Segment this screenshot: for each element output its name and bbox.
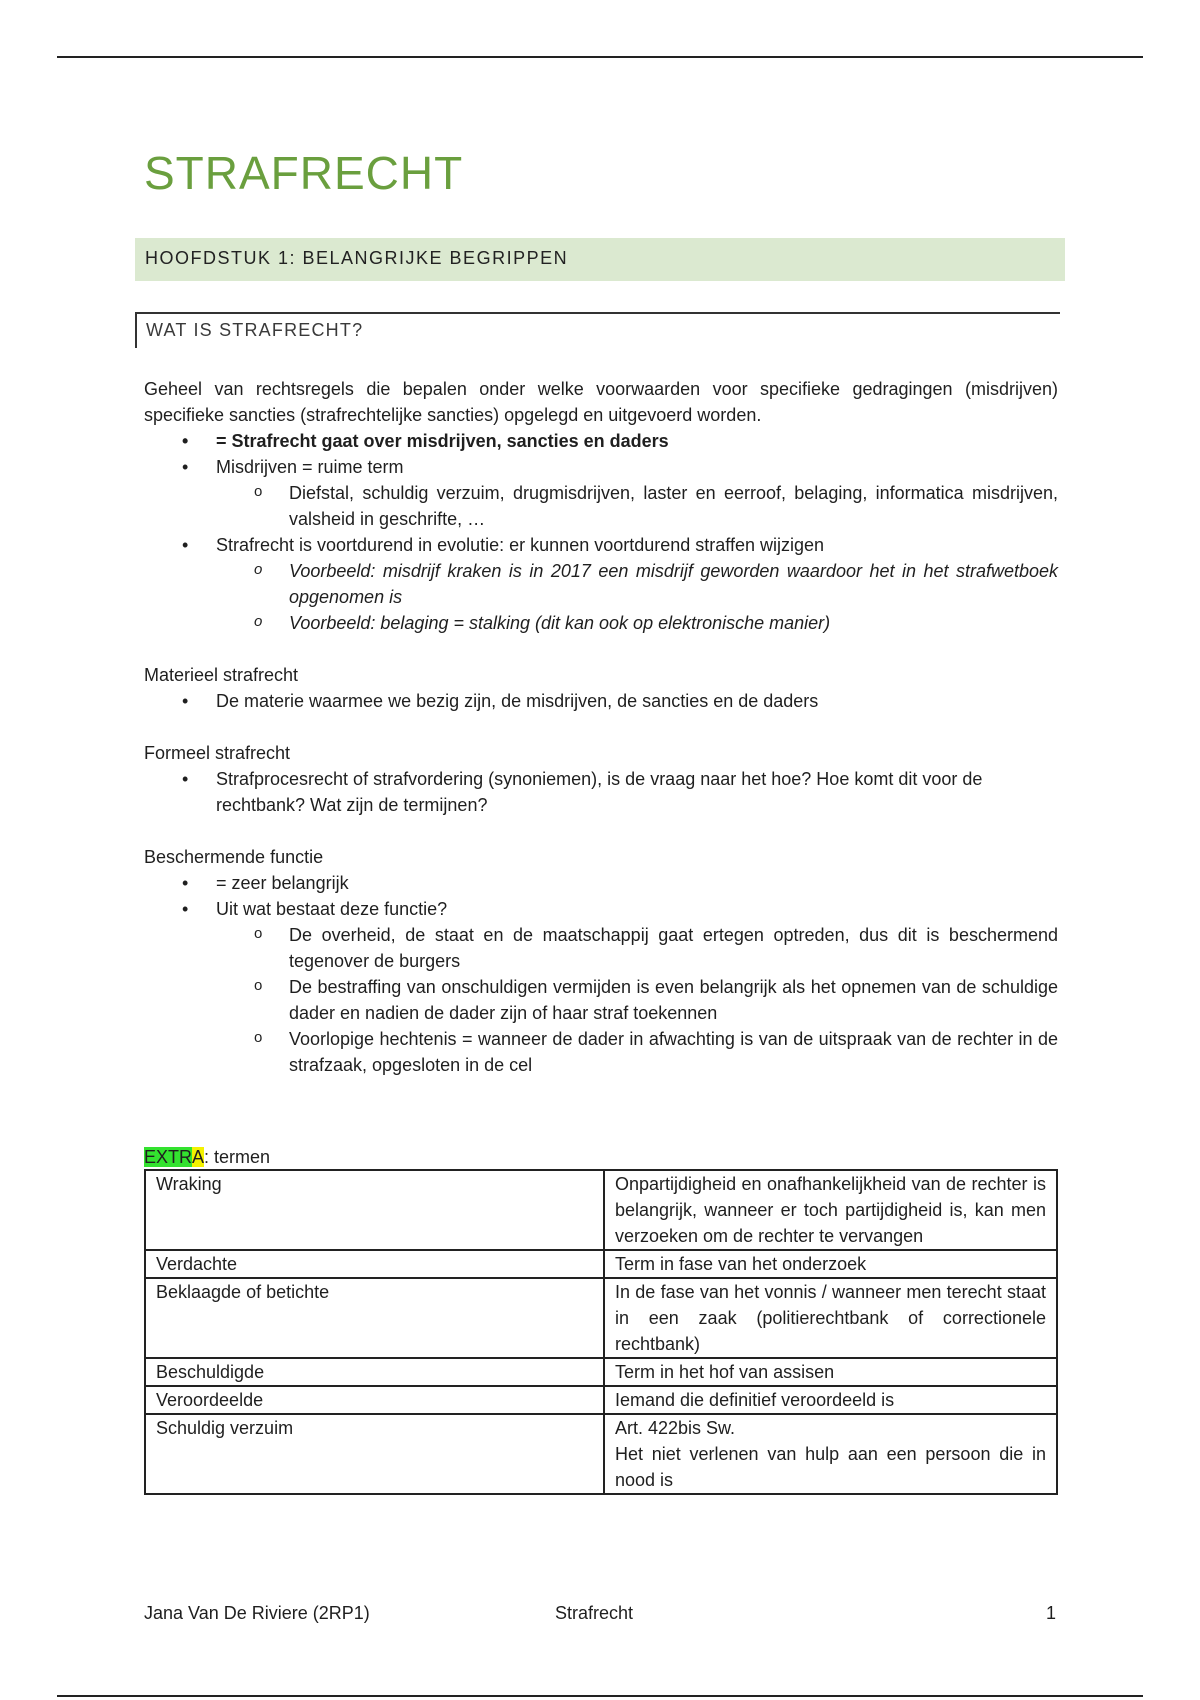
table-row xyxy=(145,1170,1057,1250)
list-item: • Misdrijven = ruime term xyxy=(144,454,1058,480)
table-row xyxy=(145,1278,1057,1358)
intro-paragraph: Geheel van rechtsregels die bepalen onder welke voorwaarden voor specifieke gedragingen (misdrijven) specifieke sancties (strafrechtelijke sancties) opgelegd en uitgevoerd worden. xyxy=(144,379,1058,425)
term-cell: Beschuldigde xyxy=(145,1358,604,1386)
extra-highlight-green: EXTR xyxy=(144,1147,193,1167)
table-row xyxy=(145,1358,1057,1386)
extra-label-rest: : termen xyxy=(204,1147,271,1167)
materieel-heading: Materieel strafrecht xyxy=(144,665,299,685)
sub-list-item: o Voorlopige hechtenis = wanneer de dader in afwachting is van de uitspraak van de rechter in de strafzaak, opgesloten in de cel xyxy=(144,1026,1058,1078)
list-item: • Strafprocesrecht of strafvordering (synoniemen), is de vraag naar het hoe? Hoe komt dit voor de rechtbank? Wat zijn de termijnen? xyxy=(144,766,1058,818)
definition-cell: Onpartijdigheid en onafhankelijkheid van de rechter is belangrijk, wanneer er toch partijdigheid is, kan men verzoeken om de rechter te vervangen xyxy=(604,1170,1057,1250)
list-item: • = Strafrecht gaat over misdrijven, sancties en daders xyxy=(144,428,1058,454)
footer-rule xyxy=(57,1695,1143,1697)
list-item: • De materie waarmee we bezig zijn, de misdrijven, de sancties en de daders xyxy=(144,688,1058,714)
definition-cell xyxy=(604,1414,1057,1494)
sub-list-item: o Diefstal, schuldig verzuim, drugmisdrijven, laster en eerroof, belaging, informatica misdrijven, valsheid in geschrifte, … xyxy=(144,480,1058,532)
term-cell: Veroordeelde xyxy=(145,1386,604,1414)
footer-page-number: 1 xyxy=(1046,1603,1057,1623)
term-cell: Schuldig verzuim xyxy=(145,1414,604,1494)
formeel-heading: Formeel strafrecht xyxy=(144,743,291,763)
page-title: STRAFRECHT xyxy=(144,147,464,199)
table-row xyxy=(145,1386,1057,1414)
footer-author: Jana Van De Riviere (2RP1) xyxy=(144,1603,370,1623)
table-row xyxy=(145,1414,1057,1494)
footer-subject: Strafrecht xyxy=(555,1603,634,1623)
sub-list-item: o De bestraffing van onschuldigen vermijden is even belangrijk als het opnemen van de schuldige dader en nadien de dader zijn of haar straf toekennen xyxy=(144,974,1058,1026)
header-rule xyxy=(57,56,1143,58)
formeel-list xyxy=(144,766,1058,818)
definition-cell: Term in fase van het onderzoek xyxy=(604,1250,1057,1278)
materieel-list xyxy=(144,688,1058,714)
definition-line: Het niet verlenen van hulp aan een persoon die in nood is xyxy=(615,1444,1046,1490)
term-cell: Verdachte xyxy=(145,1250,604,1278)
main-content xyxy=(144,376,1058,1078)
list-item: • Uit wat bestaat deze functie? xyxy=(144,896,1058,922)
chapter-heading: HOOFDSTUK 1: BELANGRIJKE BEGRIPPEN xyxy=(135,238,1065,281)
term-cell: Wraking xyxy=(145,1170,604,1250)
table-row xyxy=(145,1250,1057,1278)
terms-table xyxy=(144,1169,1058,1495)
term-cell: Beklaagde of betichte xyxy=(145,1278,604,1358)
definition-cell: Iemand die definitief veroordeeld is xyxy=(604,1386,1057,1414)
extra-label xyxy=(144,1144,270,1170)
section-heading: WAT IS STRAFRECHT? xyxy=(135,312,1060,348)
sub-list-item: o Voorbeeld: belaging = stalking (dit kan ook op elektronische manier) xyxy=(144,610,1058,636)
beschermende-heading: Beschermende functie xyxy=(144,847,324,867)
beschermende-list xyxy=(144,870,1058,1078)
sub-list-item: o De overheid, de staat en de maatschappij gaat ertegen optreden, dus dit is beschermend tegenover de burgers xyxy=(144,922,1058,974)
extra-highlight-yellow: A xyxy=(192,1147,205,1167)
definition-cell: In de fase van het vonnis / wanneer men terecht staat in een zaak (politierechtbank of correctionele rechtbank) xyxy=(604,1278,1057,1358)
intro-bullet-list xyxy=(144,428,1058,636)
list-item: • Strafrecht is voortdurend in evolutie: er kunnen voortdurend straffen wijzigen xyxy=(144,532,1058,558)
definition-cell: Term in het hof van assisen xyxy=(604,1358,1057,1386)
definition-line: Art. 422bis Sw. xyxy=(615,1418,736,1438)
sub-list-item: o Voorbeeld: misdrijf kraken is in 2017 een misdrijf geworden waardoor het in het strafwetboek opgenomen is xyxy=(144,558,1058,610)
list-item: • = zeer belangrijk xyxy=(144,870,1058,896)
